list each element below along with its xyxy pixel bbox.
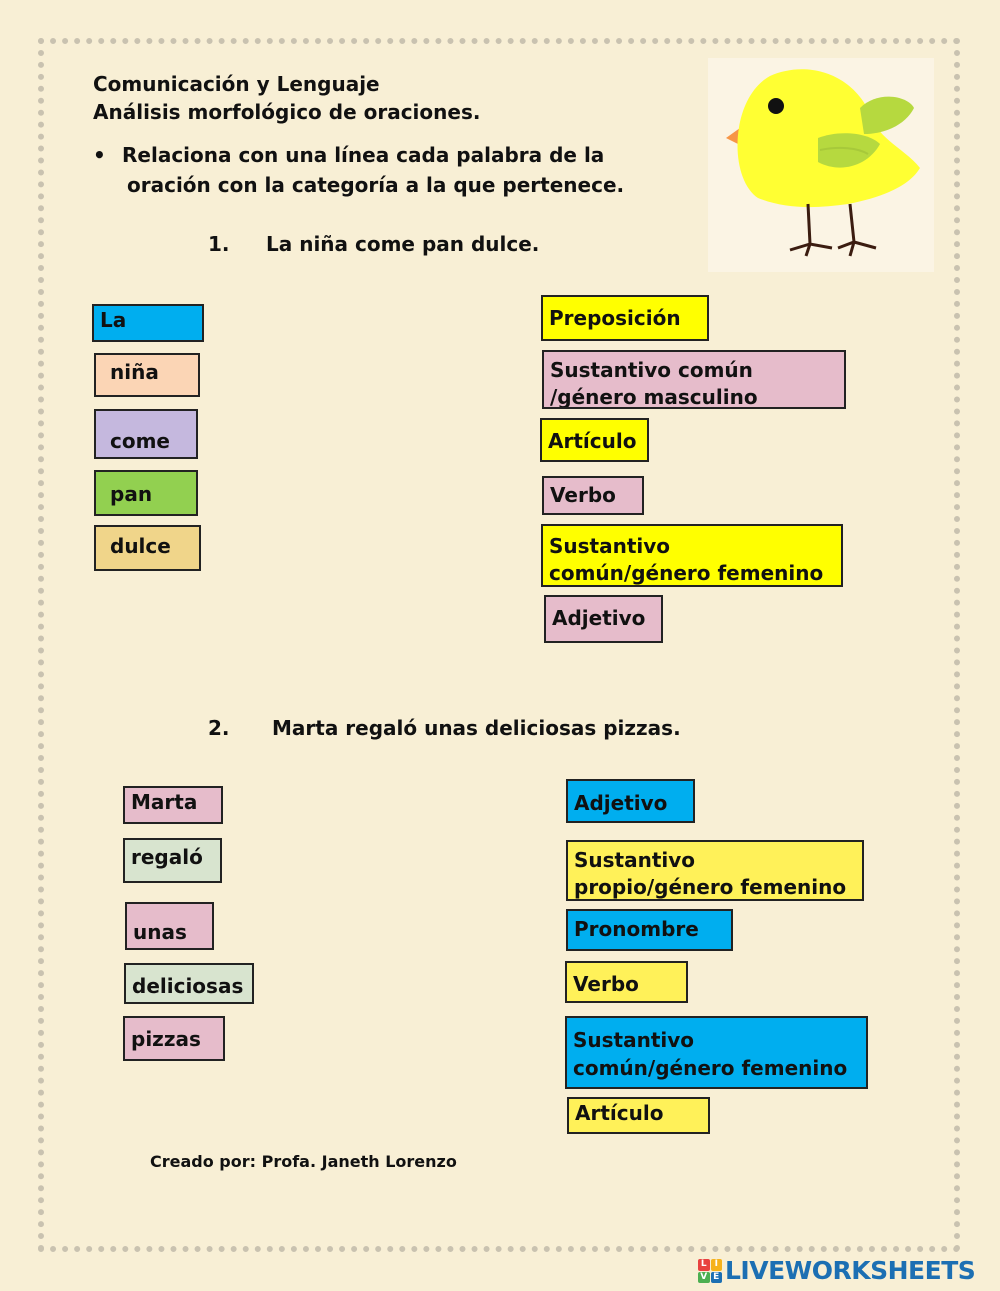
word-box-come[interactable]: come <box>94 409 198 459</box>
category-box-sustantivo-femenino-1[interactable]: Sustantivo común/género femenino <box>541 524 843 587</box>
logo-letter-i: I <box>711 1259 723 1271</box>
logo-letter-l: L <box>698 1259 710 1271</box>
category-box-preposicion-1[interactable]: Preposición <box>541 295 709 341</box>
category-box-articulo-2[interactable]: Artículo <box>567 1097 710 1134</box>
author-credit: Creado por: Profa. Janeth Lorenzo <box>150 1152 457 1171</box>
category-box-sustantivo-propio-2[interactable]: Sustantivo propio/género femenino <box>566 840 864 901</box>
category-box-adjetivo-2[interactable]: Adjetivo <box>566 779 695 823</box>
category-box-articulo-1[interactable]: Artículo <box>540 418 649 462</box>
liveworksheets-logo[interactable] <box>698 1256 994 1286</box>
chick-illustration <box>708 58 934 272</box>
exercise-2-number: 2. <box>208 716 230 740</box>
logo-text: LIVEWORKSHEETS <box>725 1256 976 1285</box>
subject-title: Comunicación y Lenguaje <box>93 72 380 96</box>
instruction-line-1: Relaciona con una línea cada palabra de la <box>122 143 605 167</box>
category-box-sustantivo-masculino-1[interactable]: Sustantivo común /género masculino <box>542 350 846 409</box>
word-box-nina[interactable]: niña <box>94 353 200 397</box>
exercise-1-sentence: La niña come pan dulce. <box>266 232 540 256</box>
word-box-pan[interactable]: pan <box>94 470 198 516</box>
category-box-sustantivo-femenino-2[interactable]: Sustantivo común/género femenino <box>565 1016 868 1089</box>
logo-letter-v: V <box>698 1272 710 1284</box>
category-box-verbo-1[interactable]: Verbo <box>542 476 644 515</box>
word-box-dulce[interactable]: dulce <box>94 525 201 571</box>
logo-letter-e: E <box>711 1272 723 1284</box>
topic-title: Análisis morfológico de oraciones. <box>93 100 481 124</box>
word-box-deliciosas[interactable]: deliciosas <box>124 963 254 1004</box>
word-box-la[interactable]: La <box>92 304 204 342</box>
instruction-line-2: oración con la categoría a la que pertenece. <box>127 173 625 197</box>
bullet: • <box>93 143 106 167</box>
word-box-regalo[interactable]: regaló <box>123 838 222 883</box>
word-box-unas[interactable]: unas <box>125 902 214 950</box>
category-box-adjetivo-1[interactable]: Adjetivo <box>544 595 663 643</box>
word-box-marta[interactable]: Marta <box>123 786 223 824</box>
logo-mark-icon <box>698 1259 722 1283</box>
exercise-1-number: 1. <box>208 232 230 256</box>
exercise-2-sentence: Marta regaló unas deliciosas pizzas. <box>272 716 681 740</box>
category-box-verbo-2[interactable]: Verbo <box>565 961 688 1003</box>
category-box-pronombre-2[interactable]: Pronombre <box>566 909 733 951</box>
word-box-pizzas[interactable]: pizzas <box>123 1016 225 1061</box>
